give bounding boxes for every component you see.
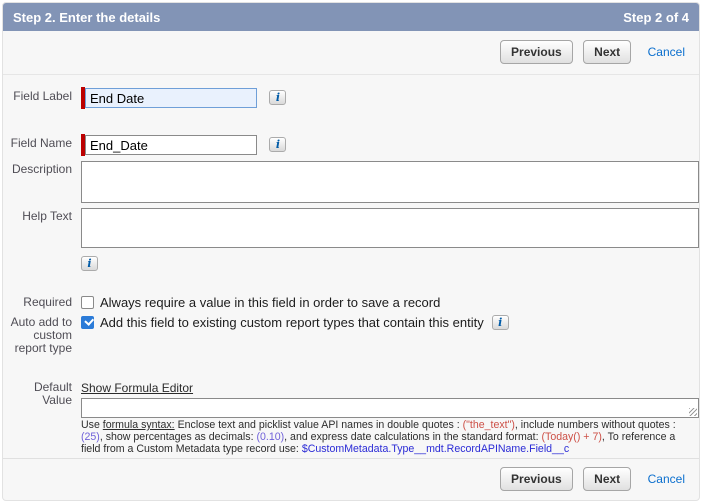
top-toolbar bbox=[3, 31, 699, 75]
step-indicator: Step 2 of 4 bbox=[623, 9, 689, 25]
auto-add-row bbox=[3, 315, 699, 355]
example-number: (25) bbox=[81, 430, 100, 443]
previous-button[interactable]: Previous bbox=[500, 467, 573, 491]
bottom-toolbar bbox=[3, 458, 699, 500]
next-button[interactable]: Next bbox=[583, 467, 631, 491]
auto-add-checkbox[interactable] bbox=[81, 316, 94, 329]
help-text-label: Help Text bbox=[22, 209, 72, 223]
auto-add-checkbox-label: Add this field to existing custom report types that contain this entity bbox=[100, 315, 484, 330]
example-the-text: ("the_text") bbox=[462, 419, 515, 431]
custom-metadata-link[interactable]: $CustomMetadata.Type__mdt.RecordAPIName.Field__c bbox=[301, 442, 570, 455]
required-checkbox-label: Always require a value in this field in order to save a record bbox=[100, 295, 441, 310]
description-row bbox=[3, 161, 699, 203]
help-text-segment: Enclose text and picklist value API names in double quotes : bbox=[174, 419, 463, 431]
field-name-input[interactable] bbox=[85, 135, 257, 155]
default-value-label: Default Value bbox=[33, 380, 72, 407]
required-checkbox[interactable] bbox=[81, 296, 94, 309]
help-text-segment: Use bbox=[81, 419, 103, 431]
wizard-header bbox=[3, 3, 699, 31]
info-icon[interactable]: i bbox=[269, 90, 286, 105]
formula-syntax-link[interactable]: formula syntax: bbox=[102, 419, 175, 431]
example-today: (Today() + 7) bbox=[541, 430, 602, 443]
field-name-row bbox=[3, 134, 699, 156]
previous-button[interactable]: Previous bbox=[500, 40, 573, 64]
show-formula-editor-link[interactable]: Show Formula Editor bbox=[81, 381, 194, 395]
field-details-form bbox=[3, 75, 699, 458]
info-icon[interactable]: i bbox=[492, 315, 509, 330]
auto-add-label: Auto add to custom report type bbox=[10, 315, 72, 355]
help-text-segment: , show percentages as decimals: bbox=[99, 430, 257, 443]
cancel-link[interactable]: Cancel bbox=[647, 472, 685, 486]
example-decimal: (0.10) bbox=[256, 430, 285, 443]
formula-syntax-help bbox=[81, 420, 699, 455]
help-text-row bbox=[3, 208, 699, 271]
field-label-label: Field Label bbox=[13, 89, 72, 103]
field-label-input[interactable] bbox=[85, 88, 257, 108]
info-icon[interactable]: i bbox=[269, 137, 286, 152]
cancel-link[interactable]: Cancel bbox=[647, 45, 685, 59]
wizard-panel bbox=[2, 2, 700, 501]
required-row bbox=[3, 295, 699, 310]
info-icon[interactable]: i bbox=[81, 256, 98, 271]
description-textarea[interactable] bbox=[81, 161, 699, 203]
help-text-segment: , include numbers without quotes : bbox=[514, 419, 676, 431]
required-label: Required bbox=[23, 295, 72, 309]
field-name-label: Field Name bbox=[10, 136, 72, 150]
default-value-row bbox=[3, 379, 699, 455]
help-text-textarea[interactable] bbox=[81, 208, 699, 248]
field-label-row bbox=[3, 87, 699, 109]
default-value-textarea[interactable] bbox=[81, 398, 699, 418]
help-text-segment: , To reference a field from a Custom Metadata type record use: bbox=[81, 430, 676, 455]
help-text-segment: , and express date calculations in the standard format: bbox=[284, 430, 542, 443]
next-button[interactable]: Next bbox=[583, 40, 631, 64]
description-label: Description bbox=[11, 162, 72, 176]
page-title: Step 2. Enter the details bbox=[13, 9, 161, 25]
